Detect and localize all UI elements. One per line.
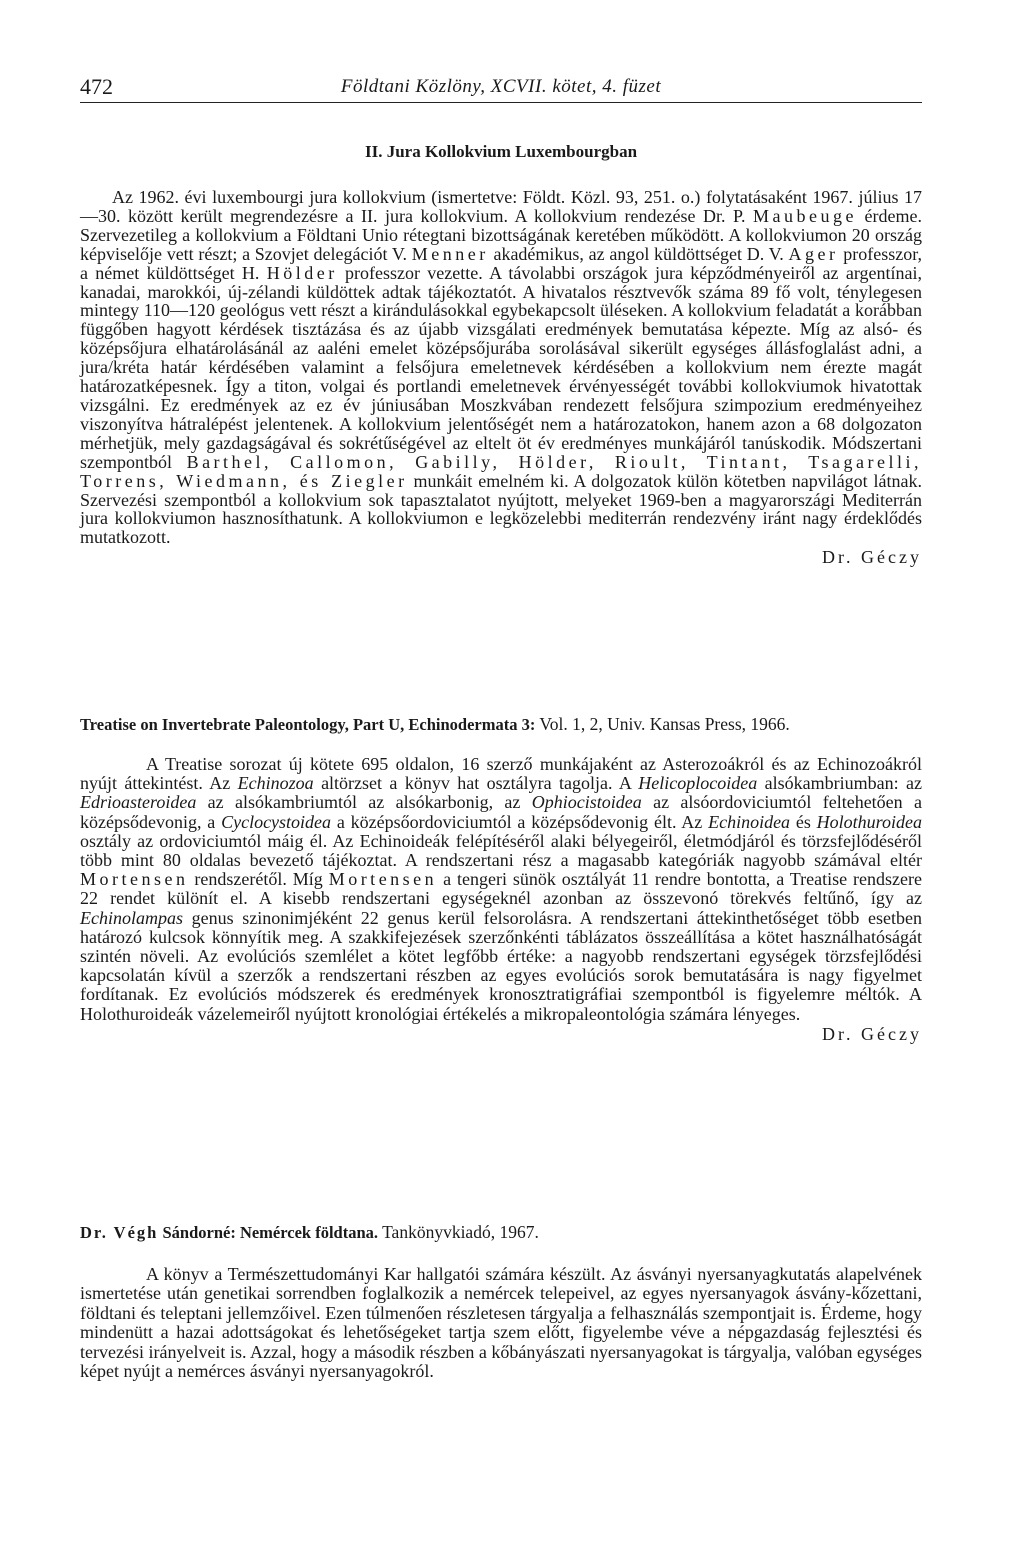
signature: Dr. Géczy: [822, 547, 922, 568]
person-name: Mortensen: [328, 869, 438, 890]
person-name: Hölder: [266, 262, 338, 283]
journal-title: Földtani Közlöny, XCVII. kötet, 4. füzet: [340, 76, 662, 97]
section-jura-kollokvium: [80, 142, 922, 586]
review-body: A Treatise sorozat új kötete 695 oldalon, 16 szerző munkájaként az Asterozoákról és az Echinozoákról nyújt áttekintést. Az Echinozoa altörzset a könyv hat osztályra tagolja. A Helicoplocoidea alsókambriumban: az Edrioasteroidea az alsókambriumtól az alsókarbonig, az Ophiocistoidea az alsóordoviciumtól feltehetően a középsődevonig, a Cyclocystoidea a középsőordoviciumtól a középsődevonig élt. Az Echinoidea és Holothuroidea osztály az ordoviciumtól máig él. Az Echinoideák felépítéséről alaki bélyegeiről, életmódjáról és törzsfejlődéséről több mint 80 oldalas bevezető tájékoztat. A rendszertani rész a magasabb kategóriák nagyobb számával eltér Mortensen rendszerétől. Míg Mortensen a tengeri sünök osztályát 11 rendre bontotta, a Treatise rendszere 22 rendet különít el. A kisebb rendszertani egységeknél azonban az összevonó törekvés feltűnő, így az Echinolampas genus szinonimjéként 22 genus kerül felsorolásra. A rendszertani áttekinthetőséget több esetben határozó kulcsok könnyítik meg. A szakkifejezések szerzőnkénti táblázatos összeállítása a kötet használhatóságát szintén növeli. Az evolúciós szemlélet a kötet legfőbb értéke: a nagyobb rendszertani egységek törzsfejlődési kapcsolatán kívül a szerzők a rendszertani részben az egyes evolúciós sorok bemutatására is nagy figyelmet fordítanak. Ez evolúciós módszerek és eredmények kronosztratigráfiai szempontból is figyelemre méltók. A Holothuroideák vázelemeiről nyújtott kronológiai értékelés a mikropaleontológia számára lényeges.: [80, 754, 922, 1024]
page-header: [80, 74, 922, 103]
section-nemercek-review: [80, 1222, 922, 1381]
person-name: Ager: [788, 243, 839, 264]
person-name: Mortensen: [80, 869, 189, 890]
article-body: Az 1962. évi luxembourgi jura kollokvium (ismertetve: Földt. Közl. 93, 251. o.) folytatásaként 1967. július 17—30. között került megrendezésre a II. jura kollokvium. A kollokvium rendezése Dr. P. Maubeuge érdeme. Szervezetileg a kollokvium a Földtani Unio rétegtani bizottságának keretében működött. A kollokviumon 20 ország képviselője vett részt; a Szovjet delegációt V. Menner akadémikus, az angol küldöttséget D. V. Ager professzor, a német küldöttséget H. Hölder professzor vezette. A távolabbi országok jura képződményeiről az argentínai, kanadai, marokkói, új-zélandi küldöttek adtak tájékoztatót. A hivatalos résztvevők száma 89 fő volt, ténylegesen mintegy 110—120 geológus vett részt a kirándulásokkal egybekapcsolt üléseken. A kollokvium feladatát a korábban függőben hagyott kérdések tisztázása és az újabb vizsgálati eredmények bemutatása képezte. Míg az alsó- és középsőjura elhatárolásánál az aaléni emelet középsőjurába sorolásával sikerült egységes állásfoglalást adni, a jura/kréta határ kérdésében valamint a felsőjura emeletnevek kérdésében a kollokvium nem érezte magát határozatképesnek. Így a titon, volgai és portlandi emeletnevek érvényességét további kollokviumok hivatottak vizsgálni. Ez eredmények az ez év júniusában Moszkvában rendezett felsőjura szimpozium eredményeihez viszonyítva hátralépést jelentenek. A kollokvium jelentőségét nem a határozatokon, hanem azon a 68 dolgozaton mérhetjük, mely gazdagságával és sokrétűségével az eltelt öt év eredményes munkájáról tanúskodik. Módszertani szempontból Barthel, Callomon, Gabilly, Hölder, Rioult, Tintant, Tsagarelli, Torrens, Wiedmann, és Ziegler munkáit emelném ki. A dolgozatok külön kötetben napvilágot látnak. Szervezési szempontból a kollokvium sok tapasztalatot nyújtott, melyeket 1969-ben a magyarországi Mediterrán jura kollokviumon hasznosíthatunk. A kollokviumon e legközelebbi mediterrán rendezvény iránt nagy érdeklődés mutatkozott.: [80, 187, 922, 548]
signature: Dr. Géczy: [822, 1023, 922, 1044]
person-name: Maubeuge: [753, 205, 858, 226]
section-title: II. Jura Kollokvium Luxembourgban: [364, 142, 638, 161]
book-reference: Treatise on Invertebrate Paleontology, Part U, Echinodermata 3: Vol. 1, 2, Univ. Kansas Press, 1966.: [80, 714, 790, 734]
book-reference: Dr. Végh Sándorné: Nemércek földtana. Tankönyvkiadó, 1967.: [80, 1222, 539, 1242]
review-body: A könyv a Természettudományi Kar hallgatói számára készült. Az ásványi nyersanyagkutatás alapelvének ismertetése után genetikai sorrendben foglalkozik a nemércek telepeivel, az egyes nyersanyagok ásvány-kőzettani, földtani és teleptani jellemzőivel. Ezen túlmenően részletesen tárgyalja a felhasználás szempontjait is. Érdeme, hogy mindenütt a hazai adottságokat és lehetőségeket tartja szem előtt, figyelembe véve a népgazdaság fejlesztési és tervezési irányelveit is. Azzal, hogy a második részben a kőbányászati nyersanyagokat is tárgyalja, valóban egységes képet nyújt a nemérces ásványi nyersanyagokról.: [80, 1264, 922, 1382]
section-treatise-review: [80, 714, 922, 1063]
page-number: 472: [80, 74, 113, 99]
author-list: Barthel, Callomon, Gabilly, Hölder, Rioult, Tintant, Tsagarelli, Torrens, Wiedmann, és Ziegler: [80, 451, 922, 491]
person-name: Menner: [411, 243, 489, 264]
